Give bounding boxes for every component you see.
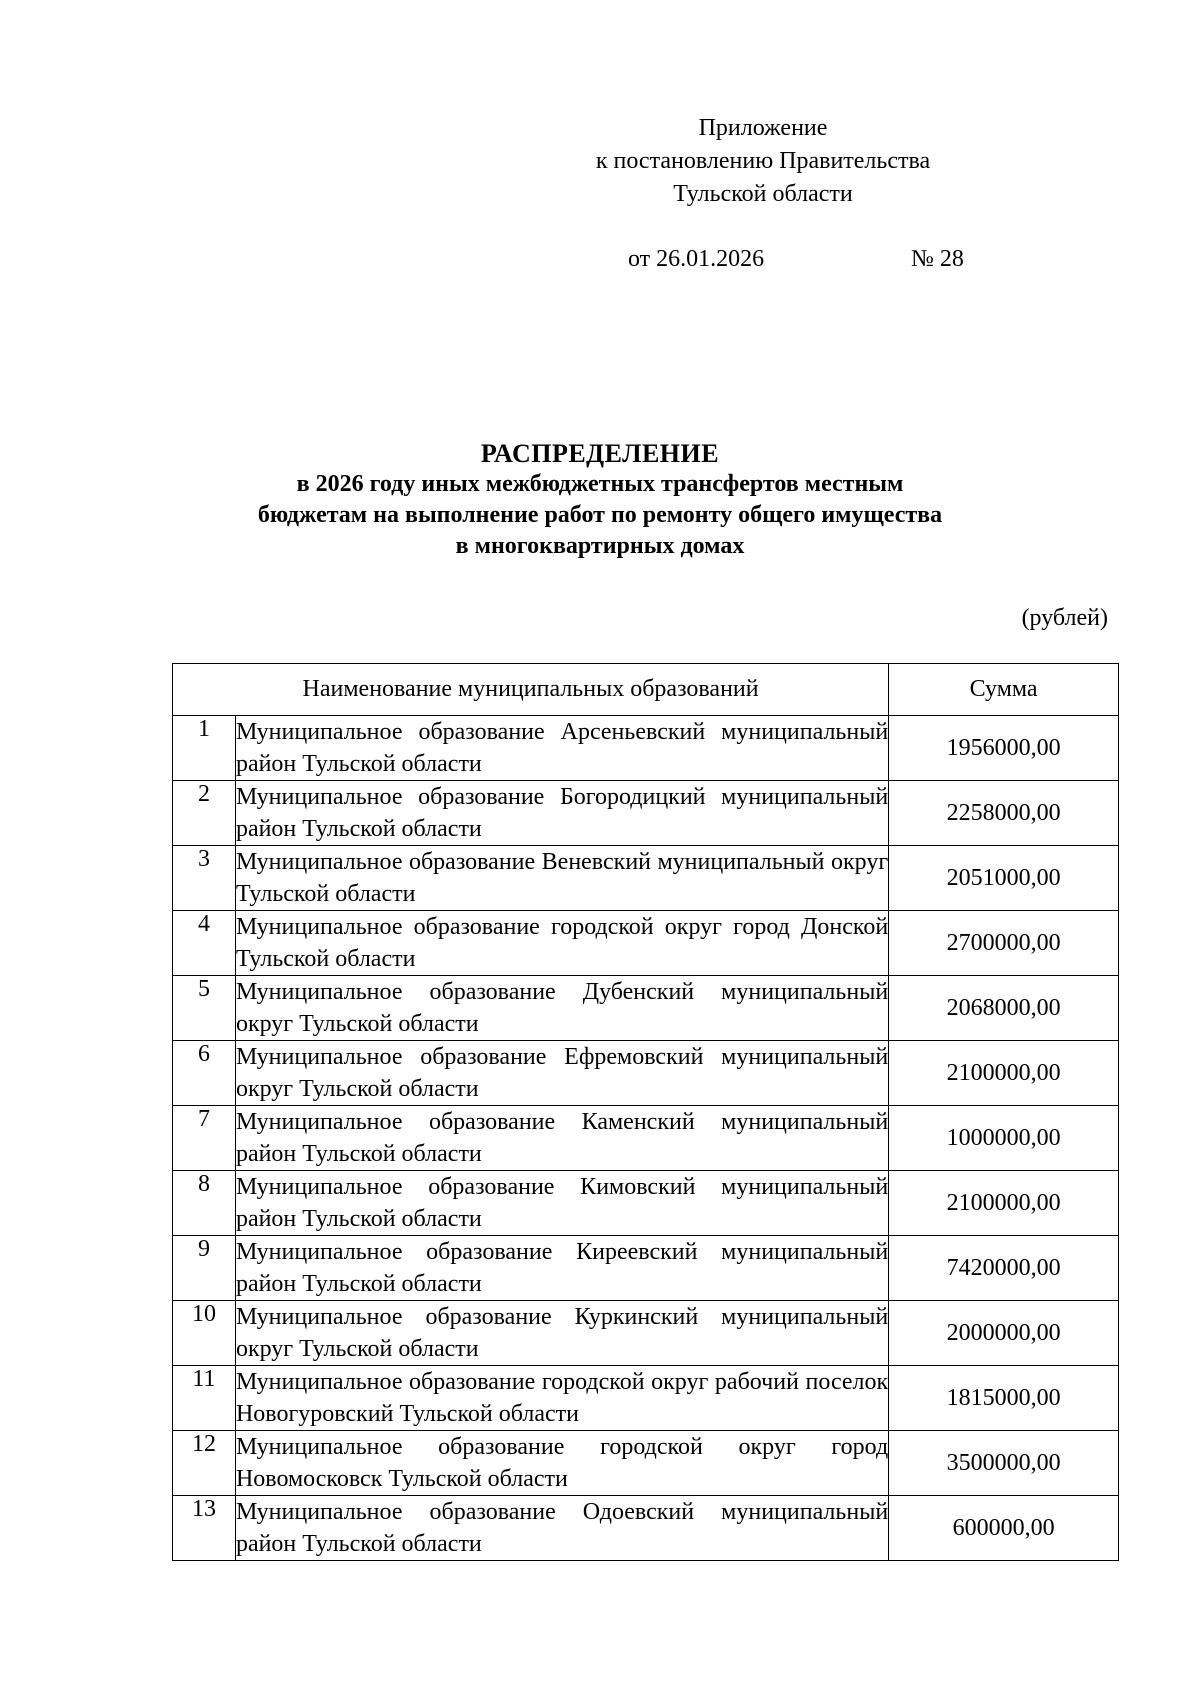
table-row (173, 1041, 1119, 1106)
row-number: 11 (173, 1366, 236, 1431)
header-name-column: Наименование муниципальных образований (173, 664, 889, 716)
municipality-name: Муниципальное образование Одоевский муниципальный район Тульской области (235, 1496, 888, 1561)
table-row (173, 1236, 1119, 1301)
municipality-name: Муниципальное образование городской округ город Новомосковск Тульской области (235, 1431, 888, 1496)
appendix-header (578, 112, 948, 211)
transfer-amount: 1815000,00 (889, 1366, 1119, 1431)
transfer-amount: 2700000,00 (889, 911, 1119, 976)
municipality-name: Муниципальное образование городской округ город Донской Тульской области (235, 911, 888, 976)
table-row (173, 911, 1119, 976)
row-number: 12 (173, 1431, 236, 1496)
municipality-name: Муниципальное образование Ефремовский муниципальный округ Тульской области (235, 1041, 888, 1106)
title-line-2: бюджетам на выполнение работ по ремонту общего имущества (257, 502, 943, 528)
document-title (0, 438, 1200, 562)
table-row (173, 1431, 1119, 1496)
transfer-amount: 2100000,00 (889, 1171, 1119, 1236)
row-number: 13 (173, 1496, 236, 1561)
resolution-date: от 26.01.2026 (628, 246, 765, 272)
transfer-amount: 2258000,00 (889, 781, 1119, 846)
transfer-amount: 2068000,00 (889, 976, 1119, 1041)
transfer-amount: 1956000,00 (889, 716, 1119, 781)
title-line-1: в 2026 году иных межбюджетных трансфертов местным (296, 471, 904, 497)
row-number: 10 (173, 1301, 236, 1366)
municipality-name: Муниципальное образование Киреевский муниципальный район Тульской области (235, 1236, 888, 1301)
header-sum-column: Сумма (889, 664, 1119, 716)
table-row (173, 1496, 1119, 1561)
row-number: 5 (173, 976, 236, 1041)
transfer-amount: 2051000,00 (889, 846, 1119, 911)
row-number: 4 (173, 911, 236, 976)
municipality-name: Муниципальное образование Арсеньевский муниципальный район Тульской области (235, 716, 888, 781)
municipality-name: Муниципальное образование Каменский муниципальный район Тульской области (235, 1106, 888, 1171)
table-header-row (173, 664, 1119, 716)
table-row (173, 1301, 1119, 1366)
municipality-name: Муниципальное образование Куркинский муниципальный округ Тульской области (235, 1301, 888, 1366)
row-number: 3 (173, 846, 236, 911)
municipality-name: Муниципальное образование Веневский муниципальный округ Тульской области (235, 846, 888, 911)
row-number: 6 (173, 1041, 236, 1106)
transfer-amount: 3500000,00 (889, 1431, 1119, 1496)
municipality-name: Муниципальное образование городской округ рабочий поселок Новогуровский Тульской области (235, 1366, 888, 1431)
table-row (173, 1366, 1119, 1431)
row-number: 7 (173, 1106, 236, 1171)
transfer-amount: 2000000,00 (889, 1301, 1119, 1366)
appendix-label: Приложение (698, 115, 828, 141)
region-name: Тульской области (673, 181, 853, 207)
distribution-table (172, 663, 1119, 1561)
row-number: 1 (173, 716, 236, 781)
title-line-3: в многоквартирных домах (455, 533, 745, 559)
municipality-name: Муниципальное образование Кимовский муниципальный район Тульской области (235, 1171, 888, 1236)
transfer-amount: 7420000,00 (889, 1236, 1119, 1301)
table-row (173, 781, 1119, 846)
row-number: 8 (173, 1171, 236, 1236)
municipality-name: Муниципальное образование Богородицкий муниципальный район Тульской области (235, 781, 888, 846)
transfer-amount: 1000000,00 (889, 1106, 1119, 1171)
table-row (173, 1171, 1119, 1236)
transfer-amount: 2100000,00 (889, 1041, 1119, 1106)
currency-units: (рублей) (1021, 605, 1108, 631)
table-row (173, 846, 1119, 911)
row-number: 9 (173, 1236, 236, 1301)
table-row (173, 716, 1119, 781)
transfer-amount: 600000,00 (889, 1496, 1119, 1561)
resolution-reference: к постановлению Правительства (595, 148, 931, 174)
municipality-name: Муниципальное образование Дубенский муниципальный округ Тульской области (235, 976, 888, 1041)
row-number: 2 (173, 781, 236, 846)
table-row (173, 976, 1119, 1041)
resolution-number: № 28 (911, 246, 964, 272)
table-row (173, 1106, 1119, 1171)
title-main: РАСПРЕДЕЛЕНИЕ (480, 439, 720, 468)
